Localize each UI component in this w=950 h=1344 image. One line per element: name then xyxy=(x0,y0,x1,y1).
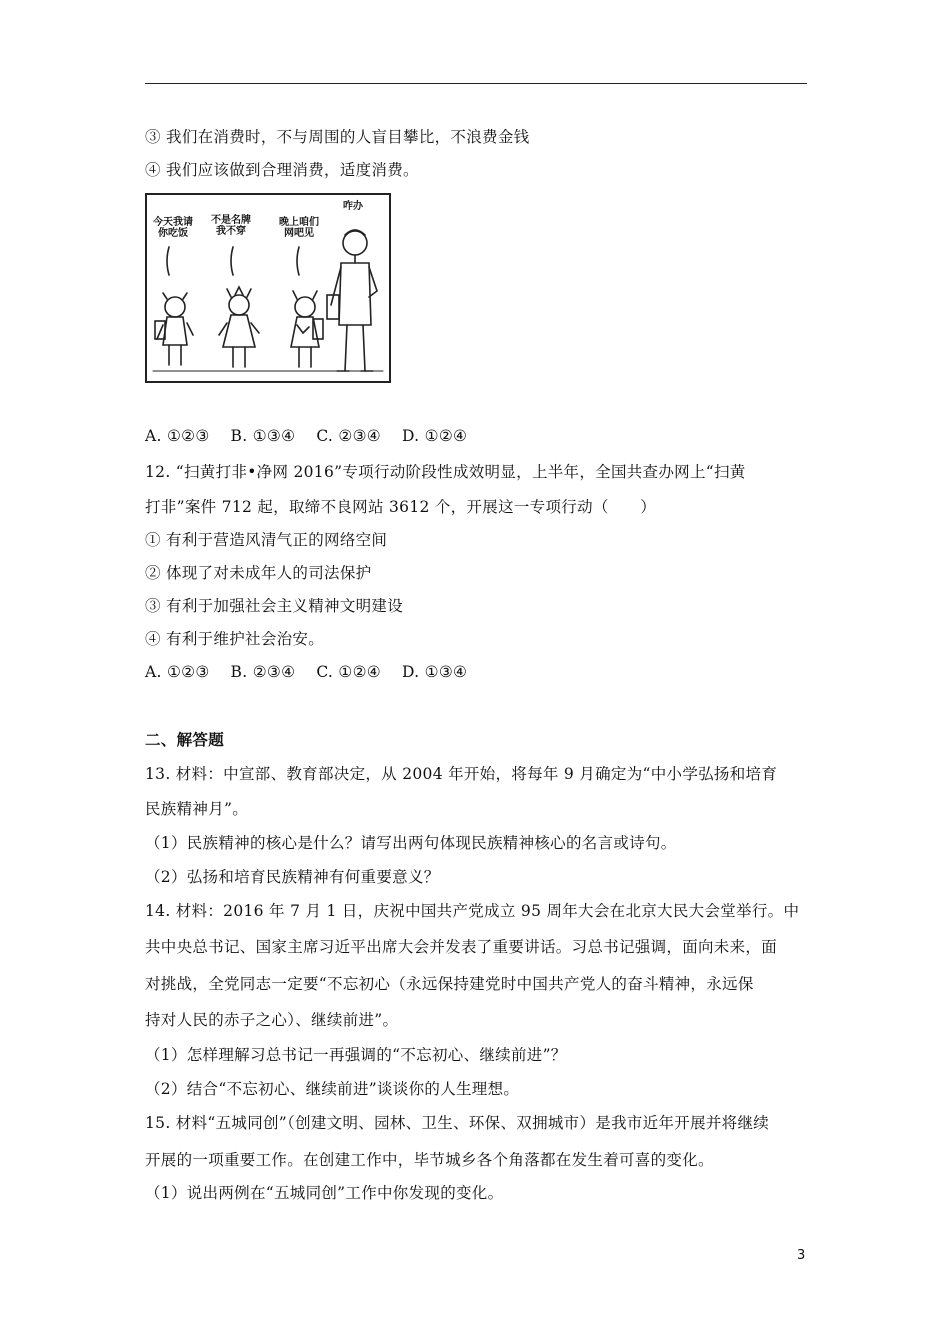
question-13-sub1: （1）民族精神的核心是什么？请写出两句体现民族精神核心的名言或诗句。 xyxy=(145,834,677,852)
q12-option-3: ③ 有利于加强社会主义精神文明建设 xyxy=(145,597,404,615)
question-13-sub2: （2）弘扬和培育民族精神有何重要意义？ xyxy=(145,868,440,886)
question-14-line1: 14. 材料：2016 年 7 月 1 日，庆祝中国共产党成立 95 周年大会在北京大民大会堂举行。中 xyxy=(145,902,800,920)
question-15-line1: 15. 材料“五城同创”（创建文明、园林、卫生、环保、双拥城市）是我市近年开展并将继续 xyxy=(145,1114,770,1132)
question-14-line3: 对挑战，全党同志一定要“不忘初心（永远保持建党时中国共产党人的奋斗精神，永远保 xyxy=(145,975,754,993)
question-15-line2: 开展的一项重要工作。在创建工作中，毕节城乡各个角落都在发生着可喜的变化。 xyxy=(145,1151,714,1169)
question-14-sub1: （1）怎样理解习总书记一再强调的“不忘初心、继续前进”？ xyxy=(145,1046,567,1064)
question-12-line1: 12. “扫黄打非•净网 2016”专项行动阶段性成效明显，上半年，全国共查办网上“扫黄 xyxy=(145,463,746,481)
question-14-line2: 共中央总书记、国家主席习近平出席大会并发表了重要讲话。习总书记强调，面向未来，面 xyxy=(145,938,778,956)
choices-q12: A. ①②③ B. ②③④ C. ①②④ D. ①③④ xyxy=(145,663,468,681)
page-number: 3 xyxy=(797,1248,806,1263)
question-14-sub2: （2）结合“不忘初心、继续前进”谈谈你的人生理想。 xyxy=(145,1080,520,1098)
cartoon-bubble-3: 晚上咱们 网吧见 xyxy=(279,217,319,239)
header-rule xyxy=(145,83,807,84)
question-15-sub1: （1）说出两例在“五城同创”工作中你发现的变化。 xyxy=(145,1184,504,1202)
cartoon-illustration xyxy=(145,193,391,383)
q12-option-1: ① 有利于营造风清气正的网络空间 xyxy=(145,531,388,549)
choices-q11: A. ①②③ B. ①③④ C. ②③④ D. ①②④ xyxy=(145,427,468,445)
cartoon-bubble-4: 咋办 xyxy=(343,201,363,212)
cartoon-figures-icon xyxy=(147,195,389,381)
cartoon-bubble-2: 不是名牌 我不穿 xyxy=(211,215,251,237)
q12-option-2: ② 体现了对未成年人的司法保护 xyxy=(145,564,372,582)
option-3: ③ 我们在消费时，不与周围的人盲目攀比，不浪费金钱 xyxy=(145,128,530,146)
question-13-line1: 13. 材料：中宣部、教育部决定，从 2004 年开始，将每年 9 月确定为“中小学弘扬和培育 xyxy=(145,765,778,783)
section-heading: 二、解答题 xyxy=(145,731,225,749)
question-13-line2: 民族精神月”。 xyxy=(145,800,249,818)
question-14-line4: 持对人民的赤子之心）、继续前进”。 xyxy=(145,1011,399,1029)
option-4: ④ 我们应该做到合理消费，适度消费。 xyxy=(145,161,419,179)
q12-option-4: ④ 有利于维护社会治安。 xyxy=(145,630,325,648)
question-12-line2: 打非”案件 712 起，取缔不良网站 3612 个，开展这一专项行动（ ） xyxy=(145,498,657,516)
cartoon-bubble-1: 今天我请 你吃饭 xyxy=(153,217,193,239)
